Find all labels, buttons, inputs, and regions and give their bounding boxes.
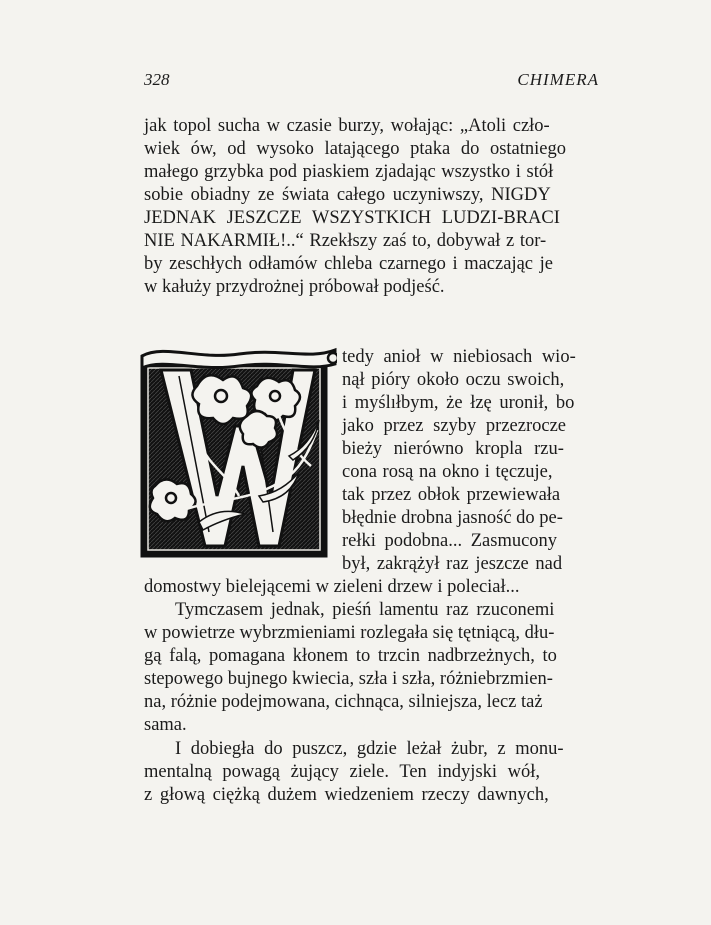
text-line: był, zakrążył raz jeszcze nad <box>342 554 563 574</box>
text-line: z głową ciężką dużem wiedzeniem rzeczy dawnych, <box>144 785 549 805</box>
text-line: bieży nierówno kropla rzu- <box>342 439 564 459</box>
text-line: cona rosą na okno i tęczuje, <box>342 462 553 482</box>
text-line: JEDNAK JESZCZE WSZYSTKICH LUDZI-BRACI <box>144 208 560 228</box>
text-line: Tymczasem jednak, pieśń lamentu raz rzuconemi <box>175 600 555 620</box>
text-line: mentalną powagą żujący ziele. Ten indyjski wół, <box>144 762 541 782</box>
text-line: sama. <box>144 715 187 735</box>
text-line: i myślıłbym, że łzę uronił, bo <box>342 393 575 413</box>
text-line: by zeschłych odłamów chleba czarnego i maczając je <box>144 254 553 274</box>
text-line: wiek ów, od wysoko latającego ptaka do ostatniego <box>144 139 567 159</box>
running-head <box>144 70 599 94</box>
text-line: małego grzybka pod piaskiem zjadając wszystko i stół <box>144 162 554 182</box>
text-line: w kałuży przydrożnej próbował podjeść. <box>144 277 445 297</box>
text-line: NIE NAKARMIŁ!..“ Rzekłszy zaś to, dobywał z tor- <box>144 231 547 251</box>
text-line: rełki podobna... Zasmucony <box>342 531 558 551</box>
text-line: na, różnie podejmowana, cichnąca, silniejsza, lecz taż <box>144 692 543 712</box>
text-line: tak przez obłok przewiewała <box>342 485 561 505</box>
text-line: w powietrze wybrzmieniami rozlegała się tętniącą, dłu- <box>144 623 555 643</box>
text-line: tedy anioł w niebiosach wio- <box>342 347 576 367</box>
text-line: stepowego bujnego kwiecia, szła i szła, różniebrzmien- <box>144 669 553 689</box>
text-line: gą falą, pomagana kłonem to trzcin nadbrzeżnych, to <box>144 646 557 666</box>
text-line: I dobiegła do puszcz, gdzie leżał żubr, z monu- <box>175 739 564 759</box>
journal-title: CHIMERA <box>517 70 599 89</box>
text-line: domostwy bielejącemi w zieleni drzew i poleciał... <box>144 577 520 597</box>
text-line: nął pióry około oczu swoich, <box>342 370 565 390</box>
text-line: błędnie drobna jasność do pe- <box>342 508 563 528</box>
text-line: sobie obiadny ze świata całego uczyniwszy, NIGDY <box>144 185 551 205</box>
page-number: 328 <box>144 70 170 89</box>
decorative-initial-w-icon <box>139 346 337 560</box>
text-line: jak topol sucha w czasie burzy, wołając: „Atoli czło- <box>144 116 550 136</box>
text-line: jako przez szyby przezrocze <box>342 416 567 436</box>
